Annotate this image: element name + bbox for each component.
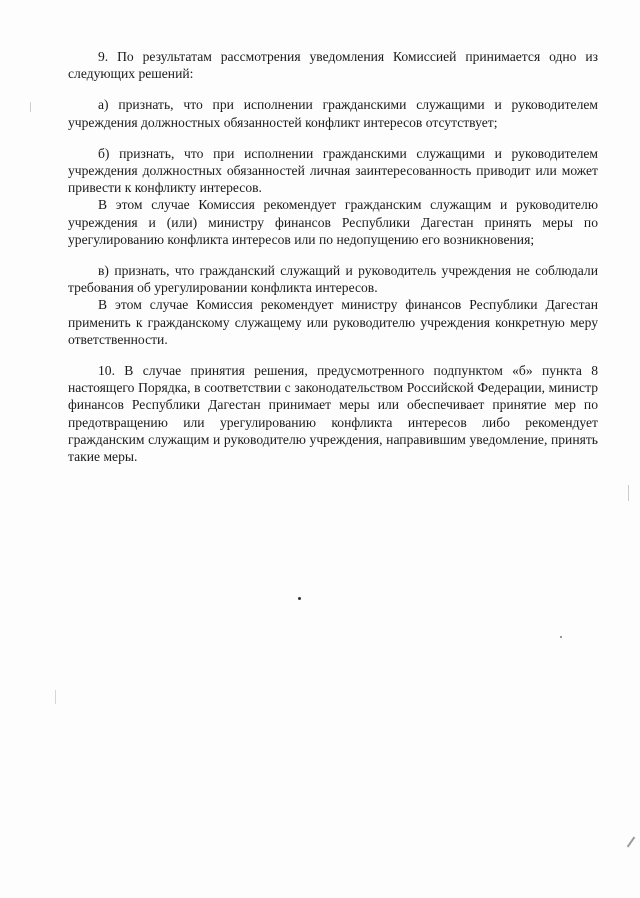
paragraph-9v: в) признать, что гражданский служащий и руководитель учреждения не соблюдали требования об урегулировании конфликта интересов. xyxy=(68,263,598,296)
paragraph-9v-recommendation: В этом случае Комиссия рекомендует министру финансов Республики Дагестан применить к гражданскому служащему или руководителю учреждения конкретную меру ответственности. xyxy=(68,297,598,347)
scan-mark xyxy=(628,485,629,501)
scan-mark xyxy=(30,102,31,112)
paragraph-10: 10. В случае принятия решения, предусмотренного подпунктом «б» пункта 8 настоящего Порядка, в соответствии с законодательством Российской Федерации, министр финансов Республики Дагестан принимает меры или обеспечивает принятие мер по предотвращению или урегулированию конфликта интересов либо рекомендует гражданским служащим и руководителю учреждения, направившим уведомление, принять такие меры. xyxy=(68,363,598,465)
paragraph-9b-recommendation: В этом случае Комиссия рекомендует гражданским служащим и руководителю учреждения и (или) министру финансов Республики Дагестан принять меры по урегулированию конфликта интересов или по недопущению его возникновения; xyxy=(68,197,598,247)
scan-mark xyxy=(627,837,636,848)
document-body xyxy=(68,48,598,465)
paragraph-9: 9. По результатам рассмотрения уведомления Комиссией принимается одно из следующих решений: xyxy=(68,49,598,82)
scan-speck xyxy=(560,636,562,638)
scan-mark xyxy=(55,690,56,704)
scan-speck xyxy=(298,597,301,600)
paragraph-9b: б) признать, что при исполнении гражданскими служащими и руководителем учреждения должностных обязанностей личная заинтересованность приводит или может привести к конфликту интересов. xyxy=(68,145,598,196)
paragraph-9a: а) признать, что при исполнении гражданскими служащими и руководителем учреждения должностных обязанностей конфликт интересов отсутствует; xyxy=(68,97,598,130)
